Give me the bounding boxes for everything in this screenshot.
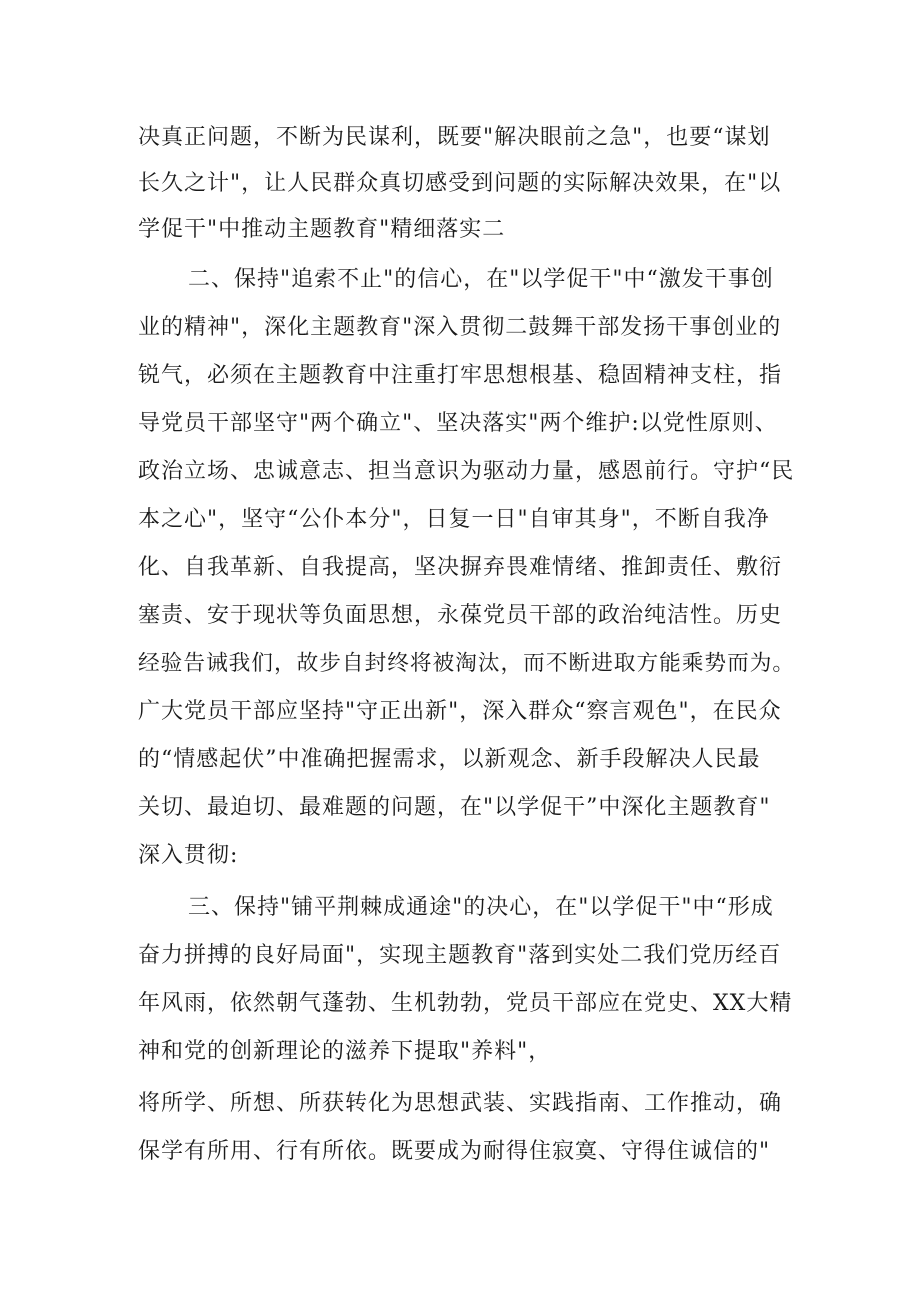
text-line: 神和党的创新理论的滋养下提取"养料"，	[138, 1039, 552, 1064]
text-line: 保学有所用、行有所依。既要成为耐得住寂寞、守得住诚信的"	[138, 1139, 771, 1164]
text-line: 长久之计"，让人民群众真切感受到问题的实际解决效果，在"以	[138, 171, 782, 196]
text-line: 导党员干部坚守"两个确立"、坚决落实"两个维护:以党性原则、	[138, 411, 778, 436]
text-line: 化、自我革新、自我提高，坚决摒弃畏难情绪、推卸责任、敷衍	[138, 555, 783, 580]
text-line: 学促干"中推动主题教育"精细落实二	[138, 217, 506, 242]
text-line: 深入贯彻:	[138, 843, 239, 868]
text-line: 的“情感起伏”中准确把握需求，以新观念、新手段解决人民最	[138, 747, 761, 772]
paragraph-heading-3: 三、保持"铺平荆棘成通途"的决心，在"以学促干"中“形成	[188, 895, 774, 920]
text-line: 政治立场、忠诚意志、担当意识为驱动力量，感恩前行。守护“民	[138, 459, 795, 484]
paragraph-heading-2: 二、保持"追索不止"的信心，在"以学促干"中“激发干事创	[188, 267, 774, 292]
text-line: 奋力拼搏的良好局面"，实现主题教育"落到实处二我们党历经百	[138, 943, 782, 968]
text-line: 决真正问题，不断为民谋利，既要"解决眼前之急"，也要“谋划	[138, 125, 771, 150]
text-line: 经验告诫我们，故步自封终将被淘汰，而不断进取方能乘势而为。	[138, 651, 796, 676]
text-line: 本之心"，坚守“公仆本分"，日复一日"自审其身"，不断自我净	[138, 507, 770, 532]
text-line: 锐气，必须在主题教育中注重打牢思想根基、稳固精神支柱，指	[138, 363, 783, 388]
text-line: 业的精神"，深化主题教育"深入贯彻二鼓舞干部发扬干事创业的	[138, 315, 782, 340]
text-line: 将所学、所想、所获转化为思想武装、实践指南、工作推动，确	[138, 1091, 783, 1116]
text-line: 塞责、安于现状等负面思想，永葆党员干部的政治纯洁性。历史	[138, 603, 783, 628]
text-line: 关切、最迫切、最难题的问题，在"以学促干”中深化主题教育"	[138, 795, 771, 820]
text-line: 广大党员干部应坚持"守正出新"，深入群众“察言观色"，在民众	[138, 699, 782, 724]
text-line: 年风雨，依然朝气蓬勃、生机勃勃，党员干部应在党史、XX大精	[138, 991, 793, 1016]
